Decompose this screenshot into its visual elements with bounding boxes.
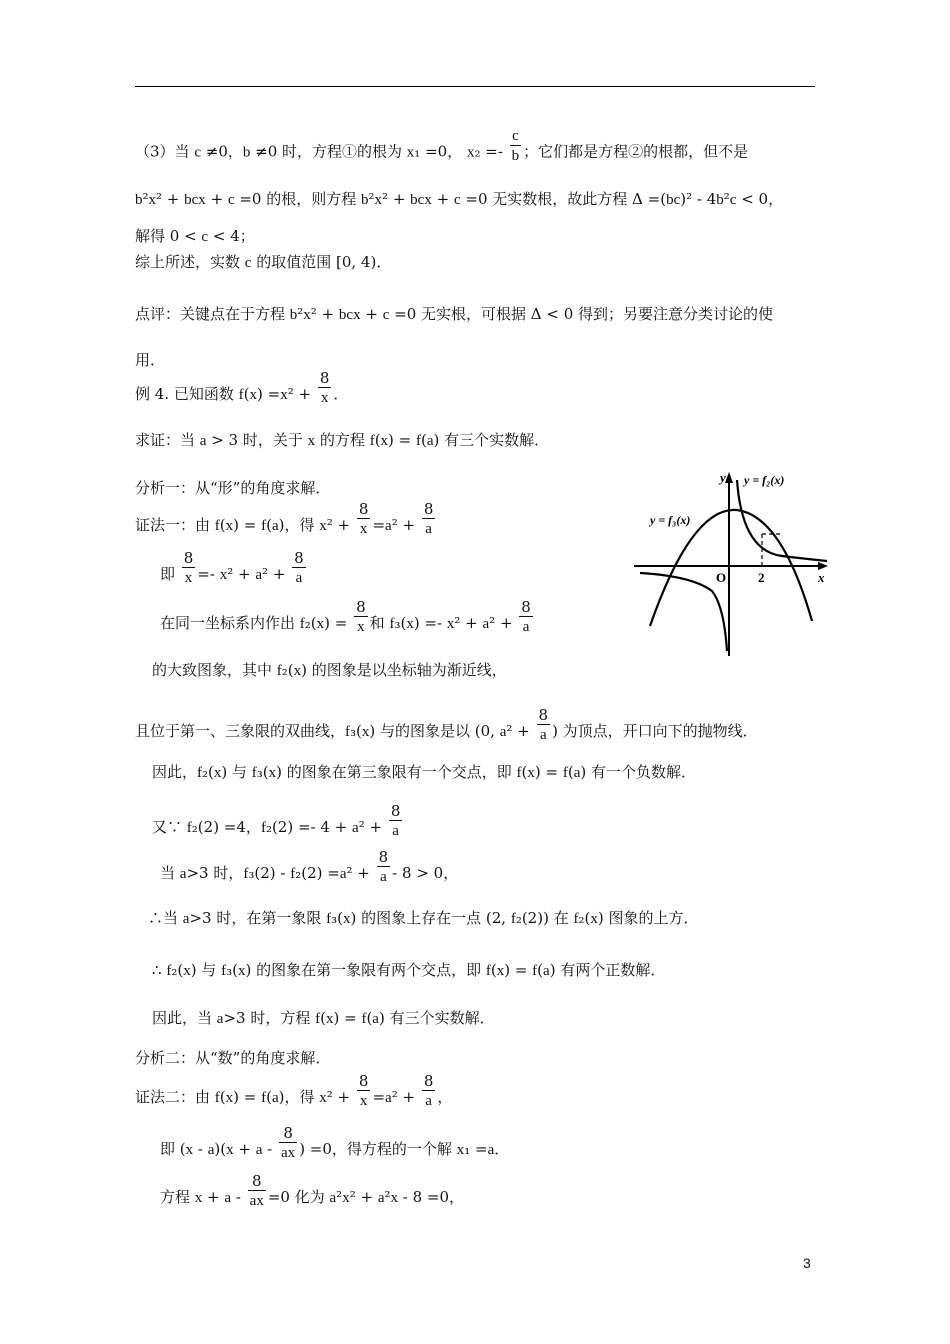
text-line: 证法二：由 f(x) = f(a)，得 x² + $\frac{8}{x}$ =a² + $\frac{8}{a}$ ，: [135, 1072, 453, 1109]
x-axis-arrow: [818, 562, 828, 570]
fraction: $\frac{8}{a}$: [538, 706, 549, 743]
fraction: $\frac{8}{ax}$: [281, 1124, 296, 1161]
text-line: 又∵ f₂(2) =4，f₂(2) =- 4 + a² + $\frac{8}{a}$: [152, 802, 401, 839]
fraction: $\frac{8}{a}$: [521, 598, 531, 635]
y-axis-label: y: [720, 470, 726, 485]
f3-curve-label: y = f₃(x): [650, 513, 691, 527]
graph-svg: [632, 466, 832, 661]
text-line: 因此，当 a>3 时，方程 f(x) = f(a) 有三个实数解．: [152, 1009, 495, 1027]
f2-curve-label: y = f₂(x): [744, 473, 785, 487]
origin-label: O: [716, 570, 727, 585]
text-line: 分析一：从“形”的角度求解．: [135, 479, 331, 497]
text-line: 即 (x - a)(x + a - $\frac{8}{ax}$ ) =0，得方程的一个解 x₁ =a．: [160, 1124, 510, 1161]
text-line: 证法一：由 f(x) = f(a)，得 x² + $\frac{8}{x}$ =a² + $\frac{8}{a}$: [135, 500, 434, 537]
hyperbola-q1: [737, 480, 827, 561]
fraction: $\frac{8}{a}$: [378, 848, 389, 885]
fraction: $\frac{c}{b}$: [511, 128, 520, 164]
text-line: 当 a>3 时，f₃(2) - f₂(2) =a² + $\frac{8}{a}$ - 8 > 0，: [160, 848, 459, 885]
fraction: $\frac{8}{x}$: [319, 369, 330, 406]
text-line: 因此，f₂(x) 与 f₃(x) 的图象在第三象限有一个交点，即 f(x) = f(a) 有一个负数解．: [152, 763, 697, 781]
x-axis-label: x: [818, 570, 825, 585]
text-line: 例 4. 已知函数 f(x) =x² + $\frac{8}{x}$ ．: [135, 369, 349, 406]
text-line: 求证：当 a > 3 时，关于 x 的方程 f(x) = f(a) 有三个实数解．: [135, 431, 550, 449]
fraction: $\frac{8}{x}$: [358, 1072, 369, 1109]
fraction: $\frac{8}{x}$: [358, 500, 369, 537]
text-line: 方程 x + a - $\frac{8}{ax}$ =0 化为 a²x² + a²x - 8 =0，: [160, 1172, 465, 1209]
fraction: $\frac{8}{a}$: [294, 549, 304, 586]
fraction: $\frac{8}{a}$: [390, 802, 401, 839]
text-line: 综上所述，实数 c 的取值范围 [0, 4)．: [135, 253, 392, 271]
text-line: 用．: [135, 351, 166, 369]
text-line: 解得 0 < c < 4；: [135, 227, 255, 245]
parabola-f3: [650, 510, 812, 626]
tick-2-label: 2: [758, 570, 765, 585]
page-number: 3: [803, 1255, 811, 1271]
fraction: $\frac{8}{ax}$: [249, 1172, 264, 1209]
header-rule: [135, 86, 815, 87]
text-line: 的大致图象，其中 f₂(x) 的图象是以坐标轴为渐近线，: [152, 661, 507, 679]
text-line: 分析二：从“数”的角度求解．: [135, 1049, 331, 1067]
text-line: ∴当 a>3 时，在第一象限 f₃(x) 的图象上存在一点 (2, f₂(2)) 在 f₂(x) 图象的上方．: [148, 909, 699, 927]
function-graph-figure: [632, 466, 832, 661]
text-line: 点评：关键点在于方程 b²x² + bcx + c =0 无实根，可根据 Δ < 0 得到；另要注意分类讨论的使: [135, 305, 774, 323]
y-axis-arrow: [725, 472, 733, 483]
text-line: ∴ f₂(x) 与 f₃(x) 的图象在第一象限有两个交点，即 f(x) = f(a) 有两个正数解．: [152, 961, 666, 979]
text-line: 在同一坐标系内作出 f₂(x) = $\frac{8}{x}$ 和 f₃(x) =- x² + a² + $\frac{8}{a}$: [160, 598, 531, 635]
hyperbola-q3: [640, 573, 727, 651]
text-line: 即 $\frac{8}{x}$ =- x² + a² + $\frac{8}{a}$: [160, 549, 304, 586]
fraction: $\frac{8}{x}$: [183, 549, 194, 586]
fraction: $\frac{8}{x}$: [356, 598, 366, 635]
text-line: 且位于第一、三象限的双曲线，f₃(x) 与的图象是以 (0, a² + $\frac{8}{a}$ ) 为顶点，开口向下的抛物线．: [135, 706, 758, 743]
fraction: $\frac{8}{a}$: [423, 500, 434, 537]
fraction: $\frac{8}{a}$: [423, 1072, 434, 1109]
text-line: （3）当 c ≠0，b ≠0 时，方程①的根为 x₁ =0， x₂ =- $\frac{c}{b}$ ；它们都是方程②的根都，但不是: [135, 128, 749, 164]
text-line: b²x² + bcx + c =0 的根，则方程 b²x² + bcx + c =0 无实数根，故此方程 Δ =(bc)² - 4b²c < 0，: [135, 190, 784, 208]
